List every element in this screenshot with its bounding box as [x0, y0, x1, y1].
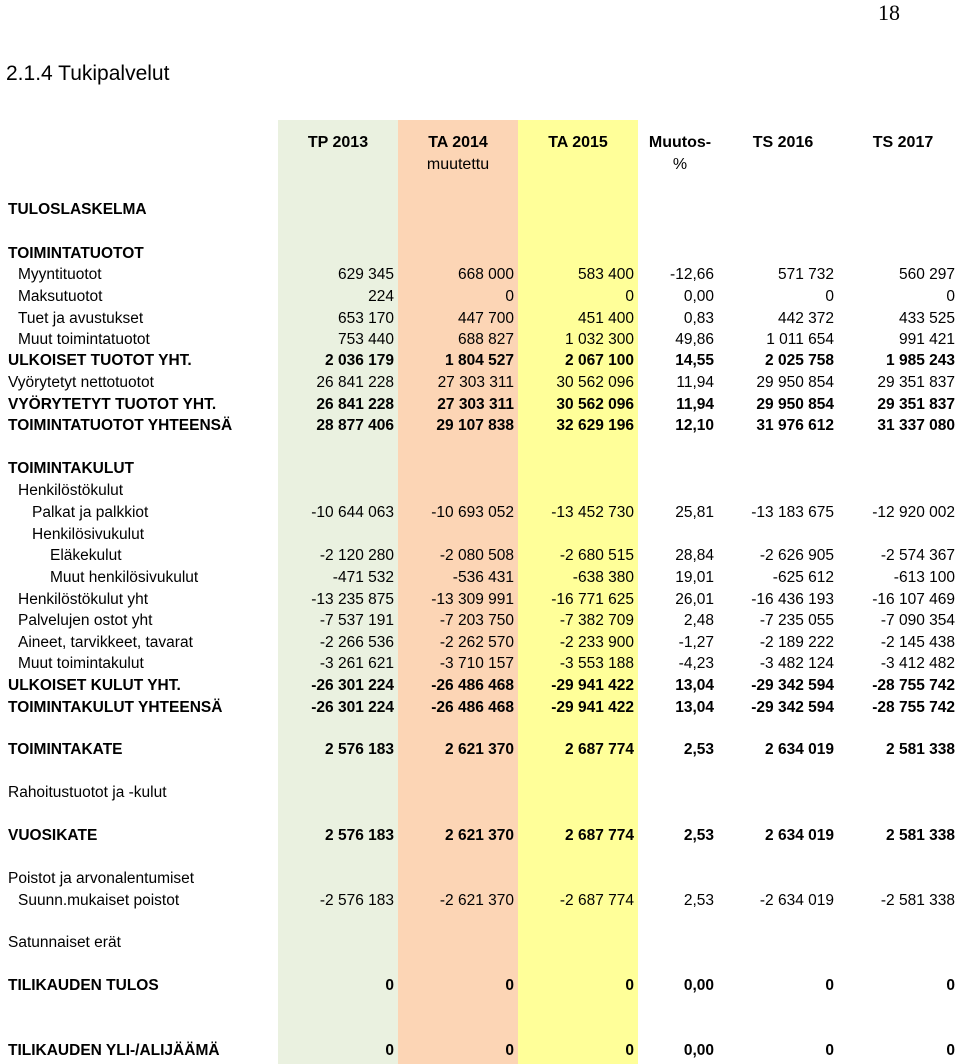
- cell-ta2014: 2 621 370: [445, 741, 514, 758]
- cell-muutos: 2,53: [683, 741, 714, 758]
- cell-muutos: 26,01: [675, 591, 714, 608]
- cell-tp2013: 28 877 406: [316, 417, 394, 434]
- cell-ta2014: -26 486 468: [431, 677, 514, 694]
- row-label: Henkilösivukulut: [32, 526, 144, 543]
- cell-ts2016: -2 626 905: [759, 547, 834, 564]
- cell-ta2014: -10 693 052: [431, 504, 514, 521]
- cell-ts2017: -28 755 742: [872, 699, 955, 716]
- cell-ta2014: -2 262 570: [439, 634, 514, 651]
- cell-ts2017: 1 985 243: [886, 352, 955, 369]
- cell-ta2015: -29 941 422: [551, 699, 634, 716]
- row-label: Palkat ja palkkiot: [32, 504, 149, 521]
- cell-ta2014: -26 486 468: [431, 699, 514, 716]
- cell-ta2015: 2 687 774: [565, 741, 634, 758]
- cell-ts2017: -2 145 438: [880, 634, 955, 651]
- header-tp2013: TP 2013: [307, 134, 369, 151]
- header-muutos: Muutos- %: [648, 134, 712, 173]
- cell-tp2013: 2 036 179: [325, 352, 394, 369]
- cell-ts2017: 433 525: [898, 310, 955, 327]
- cell-ts2017: -3 412 482: [880, 655, 955, 672]
- cell-ta2015: 583 400: [577, 266, 634, 283]
- cell-tp2013: 753 440: [337, 331, 394, 348]
- cell-ts2016: 31 976 612: [756, 417, 834, 434]
- cell-tp2013: -26 301 224: [311, 677, 394, 694]
- cell-muutos: -1,27: [678, 634, 714, 651]
- table-row: [0, 825, 960, 847]
- cell-ts2016: 0: [825, 288, 834, 305]
- cell-muutos: 2,53: [683, 892, 714, 909]
- cell-ta2015: 0: [625, 1042, 634, 1059]
- cell-ta2015: 1 032 300: [565, 331, 634, 348]
- table-row: [0, 932, 960, 954]
- table-row: [0, 610, 960, 632]
- row-label: Rahoitustuotot ja -kulut: [8, 784, 167, 801]
- row-label: Henkilöstökulut: [18, 482, 124, 499]
- table-row: [0, 329, 960, 351]
- cell-tp2013: 629 345: [337, 266, 394, 283]
- cell-ta2014: 0: [505, 288, 514, 305]
- cell-muutos: 28,84: [675, 547, 714, 564]
- cell-ts2017: -2 581 338: [880, 892, 955, 909]
- cell-muutos: 11,94: [676, 396, 714, 413]
- table-row: [0, 675, 960, 697]
- table-row: [0, 589, 960, 611]
- cell-ta2015: 2 067 100: [565, 352, 634, 369]
- cell-muutos: 11,94: [676, 374, 714, 391]
- row-label: TOIMINTAKATE: [8, 741, 123, 758]
- table-row: [0, 308, 960, 330]
- cell-tp2013: -10 644 063: [311, 504, 394, 521]
- cell-ta2014: 668 000: [457, 266, 514, 283]
- row-label: Myyntituotot: [18, 266, 102, 283]
- row-label: Henkilöstökulut yht: [18, 591, 149, 608]
- cell-ta2014: 27 303 311: [437, 374, 514, 391]
- section-title: 2.1.4 Tukipalvelut: [6, 62, 170, 85]
- row-label: Muut toimintakulut: [18, 655, 144, 672]
- cell-muutos: 12,10: [675, 417, 714, 434]
- cell-ta2015: -2 233 900: [559, 634, 634, 651]
- cell-tp2013: -2 266 536: [319, 634, 394, 651]
- cell-ts2016: 0: [825, 1042, 834, 1059]
- cell-ts2017: 560 297: [898, 266, 955, 283]
- page-number: 18: [878, 0, 900, 25]
- row-label: Palvelujen ostot yht: [18, 612, 153, 629]
- cell-muutos: -12,66: [670, 266, 714, 283]
- cell-ts2017: 2 581 338: [886, 827, 955, 844]
- cell-ts2017: -7 090 354: [880, 612, 955, 629]
- row-label: Poistot ja arvonalentumiset: [8, 870, 195, 887]
- row-label: TILIKAUDEN YLI-/ALIJÄÄMÄ: [8, 1042, 220, 1059]
- cell-ts2017: 2 581 338: [886, 741, 955, 758]
- cell-ta2014: -13 309 991: [431, 591, 514, 608]
- row-label: VUOSIKATE: [8, 827, 98, 844]
- cell-ta2015: -29 941 422: [551, 677, 634, 694]
- cell-ta2014: 447 700: [457, 310, 514, 327]
- header-ts2017: TS 2017: [872, 134, 934, 151]
- table-row: [0, 632, 960, 654]
- cell-ta2014: -536 431: [452, 569, 514, 586]
- table-row: [0, 567, 960, 589]
- table-row: [0, 868, 960, 890]
- row-label: TULOSLASKELMA: [8, 201, 147, 218]
- row-label: Aineet, tarvikkeet, tavarat: [18, 634, 193, 651]
- row-label: Satunnaiset erät: [8, 934, 121, 951]
- table-row: [0, 653, 960, 675]
- cell-ts2016: 1 011 654: [766, 331, 834, 348]
- cell-ta2014: 27 303 311: [437, 396, 514, 413]
- cell-ts2017: -613 100: [893, 569, 955, 586]
- cell-tp2013: -7 537 191: [319, 612, 394, 629]
- cell-ts2016: -29 342 594: [751, 699, 834, 716]
- cell-muutos: 2,53: [683, 827, 714, 844]
- cell-tp2013: -3 261 621: [319, 655, 394, 672]
- cell-ts2016: -29 342 594: [751, 677, 834, 694]
- table-row: [0, 524, 960, 546]
- table-row: [0, 372, 960, 394]
- row-label: TOIMINTAKULUT: [8, 460, 134, 477]
- cell-tp2013: -26 301 224: [311, 699, 394, 716]
- row-label: Muut henkilösivukulut: [50, 569, 199, 586]
- table-row: [0, 739, 960, 761]
- cell-tp2013: 2 576 183: [325, 827, 394, 844]
- cell-ta2015: 2 687 774: [565, 827, 634, 844]
- cell-tp2013: -2 576 183: [319, 892, 394, 909]
- table-row: [0, 286, 960, 308]
- cell-tp2013: 653 170: [337, 310, 394, 327]
- cell-ta2014: 1 804 527: [445, 352, 514, 369]
- table-row: [0, 782, 960, 804]
- cell-ts2017: 29 351 837: [877, 396, 955, 413]
- table-row: [0, 415, 960, 437]
- cell-ta2014: 0: [505, 977, 514, 994]
- cell-ta2015: -7 382 709: [559, 612, 634, 629]
- cell-muutos: 13,04: [675, 699, 714, 716]
- table-row: [0, 697, 960, 719]
- cell-ts2017: 0: [946, 288, 955, 305]
- table-row: [0, 975, 960, 997]
- cell-ts2016: -2 189 222: [759, 634, 834, 651]
- cell-ts2016: 29 950 854: [756, 374, 834, 391]
- row-label: Eläkekulut: [50, 547, 122, 564]
- cell-muutos: 0,00: [683, 977, 714, 994]
- cell-ta2015: 30 562 096: [556, 396, 634, 413]
- cell-ts2016: -625 612: [772, 569, 834, 586]
- cell-tp2013: 0: [385, 1042, 394, 1059]
- header-ta2015: TA 2015: [548, 134, 608, 151]
- cell-ts2016: 2 634 019: [765, 827, 834, 844]
- table-row: [0, 480, 960, 502]
- cell-muutos: 0,83: [683, 310, 714, 327]
- table-row: [0, 243, 960, 265]
- cell-tp2013: 26 841 228: [316, 374, 394, 391]
- cell-ts2016: 2 025 758: [765, 352, 834, 369]
- cell-ta2015: 32 629 196: [556, 417, 634, 434]
- row-label: Tuet ja avustukset: [18, 310, 144, 327]
- row-label: TILIKAUDEN TULOS: [8, 977, 159, 994]
- cell-muutos: 0,00: [683, 1042, 714, 1059]
- cell-ts2016: -2 634 019: [759, 892, 834, 909]
- cell-ts2017: 29 351 837: [877, 374, 955, 391]
- cell-muutos: 49,86: [675, 331, 714, 348]
- cell-ta2014: -2 080 508: [439, 547, 514, 564]
- cell-ts2017: 991 421: [898, 331, 955, 348]
- cell-ta2014: 29 107 838: [436, 417, 514, 434]
- cell-muutos: 14,55: [675, 352, 714, 369]
- cell-ta2015: 0: [625, 288, 634, 305]
- table-row: [0, 264, 960, 286]
- cell-ts2017: -28 755 742: [872, 677, 955, 694]
- table-row: [0, 545, 960, 567]
- cell-tp2013: -2 120 280: [319, 547, 394, 564]
- cell-ts2016: -13 183 675: [751, 504, 834, 521]
- row-label: Vyörytetyt nettotuotot: [8, 374, 154, 391]
- row-label: Muut toimintatuotot: [18, 331, 150, 348]
- table-row: [0, 458, 960, 480]
- cell-ts2016: 2 634 019: [765, 741, 834, 758]
- cell-ts2016: 29 950 854: [756, 396, 834, 413]
- cell-ts2017: -16 107 469: [872, 591, 955, 608]
- cell-ts2016: -7 235 055: [759, 612, 834, 629]
- cell-muutos: 19,01: [675, 569, 714, 586]
- cell-ta2015: -2 680 515: [559, 547, 634, 564]
- cell-ta2015: -638 380: [572, 569, 634, 586]
- cell-ts2016: 571 732: [777, 266, 834, 283]
- cell-ta2014: -2 621 370: [439, 892, 514, 909]
- cell-ta2015: 0: [625, 977, 634, 994]
- cell-ts2016: 0: [825, 977, 834, 994]
- cell-tp2013: 26 841 228: [316, 396, 394, 413]
- header-ts2016: TS 2016: [752, 134, 814, 151]
- cell-ta2015: -3 553 188: [559, 655, 634, 672]
- cell-tp2013: -13 235 875: [311, 591, 394, 608]
- cell-ts2017: 0: [946, 1042, 955, 1059]
- cell-tp2013: 2 576 183: [325, 741, 394, 758]
- cell-tp2013: 224: [368, 288, 394, 305]
- row-label: ULKOISET TUOTOT YHT.: [8, 352, 192, 369]
- cell-ta2015: -2 687 774: [559, 892, 634, 909]
- table-row: [0, 890, 960, 912]
- cell-ta2015: 30 562 096: [556, 374, 634, 391]
- cell-ts2017: 31 337 080: [877, 417, 955, 434]
- cell-muutos: -4,23: [678, 655, 714, 672]
- cell-ts2016: -3 482 124: [759, 655, 834, 672]
- header-ta2014: TA 2014 muutettu: [426, 134, 490, 173]
- table-row: [0, 394, 960, 416]
- cell-tp2013: -471 532: [332, 569, 394, 586]
- row-label: ULKOISET KULUT YHT.: [8, 677, 181, 694]
- cell-ts2017: -2 574 367: [880, 547, 955, 564]
- cell-ta2015: -16 771 625: [551, 591, 634, 608]
- cell-ta2014: 0: [505, 1042, 514, 1059]
- cell-muutos: 2,48: [683, 612, 714, 629]
- cell-ts2017: -12 920 002: [872, 504, 955, 521]
- row-label: TOIMINTAKULUT YHTEENSÄ: [8, 699, 223, 716]
- cell-ts2017: 0: [946, 977, 955, 994]
- cell-ts2016: 442 372: [777, 310, 834, 327]
- row-label: Suunn.mukaiset poistot: [18, 892, 180, 909]
- cell-tp2013: 0: [385, 977, 394, 994]
- cell-ta2014: 688 827: [457, 331, 514, 348]
- cell-muutos: 25,81: [675, 504, 714, 521]
- cell-muutos: 13,04: [675, 677, 714, 694]
- cell-ts2016: -16 436 193: [751, 591, 834, 608]
- row-label: Maksutuotot: [18, 288, 103, 305]
- cell-ta2014: -3 710 157: [439, 655, 514, 672]
- table-row: [0, 199, 960, 221]
- cell-ta2014: 2 621 370: [445, 827, 514, 844]
- table-row: [0, 502, 960, 524]
- row-label: TOIMINTATUOTOT YHTEENSÄ: [8, 417, 233, 434]
- table-row: [0, 350, 960, 372]
- cell-ta2015: -13 452 730: [551, 504, 634, 521]
- cell-ta2015: 451 400: [577, 310, 634, 327]
- cell-muutos: 0,00: [683, 288, 714, 305]
- row-label: VYÖRYTETYT TUOTOT YHT.: [8, 396, 217, 413]
- table-row: [0, 1040, 960, 1062]
- cell-ta2014: -7 203 750: [439, 612, 514, 629]
- row-label: TOIMINTATUOTOT: [8, 245, 144, 262]
